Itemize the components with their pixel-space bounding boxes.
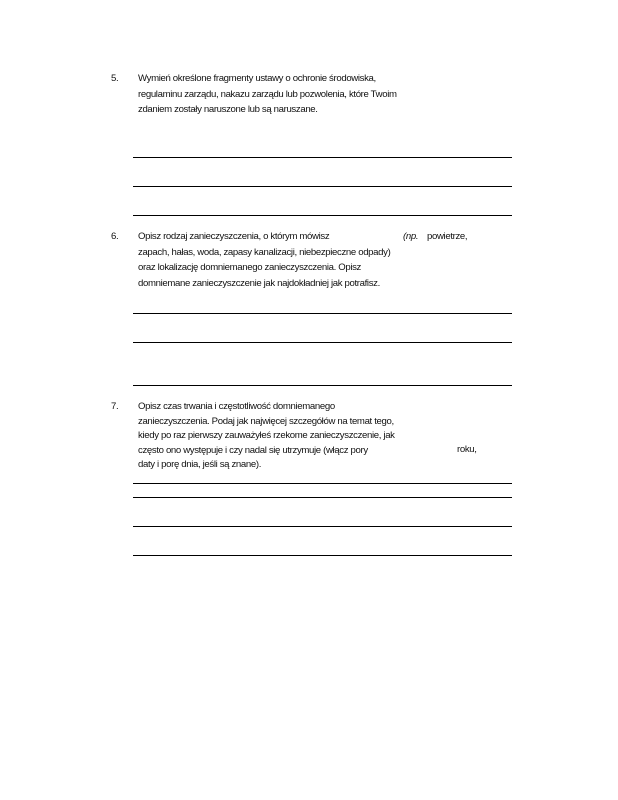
answer-line[interactable] bbox=[133, 483, 512, 484]
answer-line[interactable] bbox=[133, 157, 512, 158]
question-line: kiedy po raz pierwszy zauważyłeś rzekome zanieczyszczenie, jak bbox=[138, 430, 395, 442]
question-line: Wymień określone fragmenty ustawy o ochronie środowiska, bbox=[138, 73, 376, 84]
question-line: regulaminu zarządu, nakazu zarządu lub pozwolenia, które Twoim bbox=[138, 88, 397, 100]
question-line: domniemane zanieczyszczenie jak najdokładniej jak potrafisz. bbox=[138, 277, 380, 289]
question-text bbox=[138, 73, 397, 117]
question-line: Opisz rodzaj zanieczyszczenia, o którym mówisz bbox=[138, 231, 330, 242]
question-line: często ono występuje i czy nadal się utrzymuje (włącz pory bbox=[138, 444, 368, 456]
question-line: daty i porę dnia, jeśli są znane). bbox=[138, 459, 262, 471]
answer-line[interactable] bbox=[133, 497, 512, 498]
answer-line[interactable] bbox=[133, 385, 512, 386]
answer-line[interactable] bbox=[133, 342, 512, 343]
answer-line[interactable] bbox=[133, 313, 512, 314]
question-line: zanieczyszczenia. Podaj jak najwięcej szczegółów na temat tego, bbox=[138, 415, 394, 427]
question-line: zapach, hałas, woda, zapasy kanalizacji, niebezpieczne odpady) bbox=[138, 246, 391, 258]
question-number: 7. bbox=[111, 401, 119, 412]
question-number: 6. bbox=[111, 231, 119, 242]
question-line: zdaniem zostały naruszone lub są naruszane. bbox=[138, 104, 318, 116]
question-text bbox=[138, 401, 395, 472]
answer-line[interactable] bbox=[133, 186, 512, 187]
answer-line[interactable] bbox=[133, 555, 512, 556]
question-text bbox=[138, 231, 391, 290]
answer-line[interactable] bbox=[133, 526, 512, 527]
question-line: Opisz czas trwania i częstotliwość domniemanego bbox=[138, 401, 335, 412]
question-number: 5. bbox=[111, 73, 119, 84]
question-aside: powietrze, bbox=[427, 231, 468, 242]
answer-line[interactable] bbox=[133, 215, 512, 216]
question-aside: (np. bbox=[403, 231, 419, 242]
question-line: oraz lokalizację domniemanego zanieczyszczenia. Opisz bbox=[138, 262, 362, 274]
question-aside: roku, bbox=[457, 444, 477, 455]
